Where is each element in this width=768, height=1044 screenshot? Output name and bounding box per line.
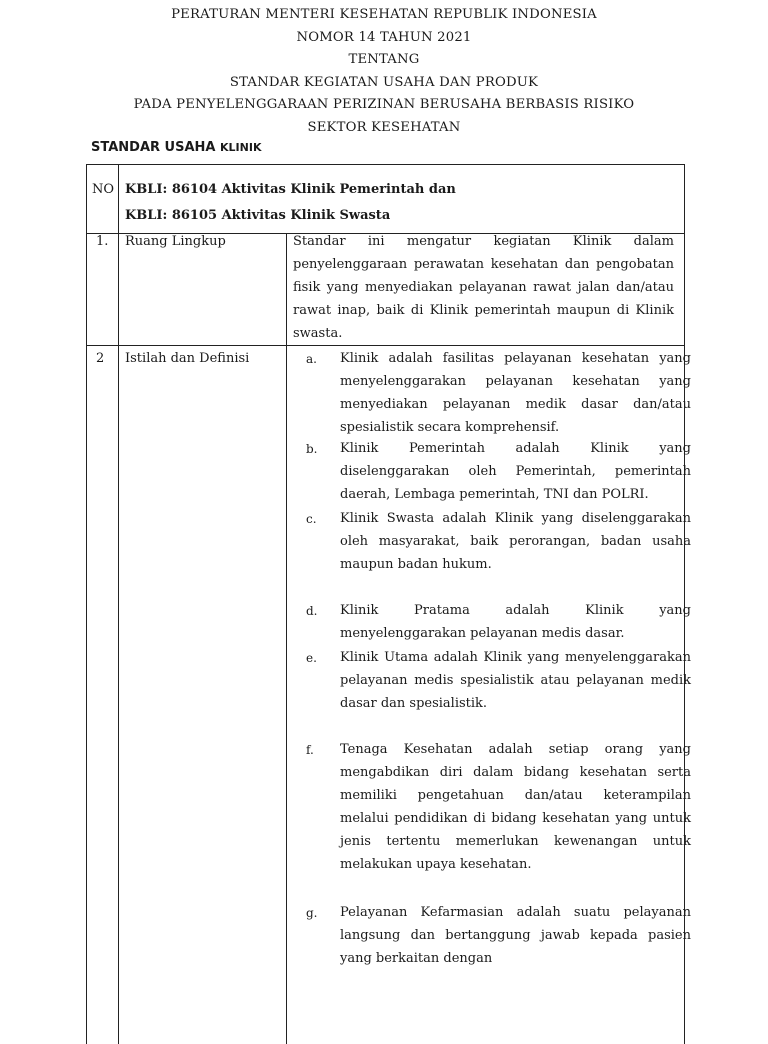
definition-text: Pelayanan Kefarmasian adalah suatu pelayanan langsung dan bertanggung jawab kepada pasien yang berkaitan dengan [340,905,691,966]
definition-letter: d. [306,604,318,618]
row-2-no: 2 [96,351,105,366]
definition-letter: b. [306,442,318,456]
standard-title-small: KLINIK [220,141,262,154]
definition-text: Klinik Swasta adalah Klinik yang diselenggarakan oleh masyarakat, baik perorangan, badan usaha maupun badan hukum. [340,511,691,572]
definition-text: Klinik Pratama adalah Klinik yang menyelenggarakan pelayanan medis dasar. [340,603,691,641]
definition-text: Klinik Utama adalah Klinik yang menyelenggarakan pelayanan medis spesialistik atau pelayanan medik dasar dan spesialistik. [340,650,691,711]
row-2-label: Istilah dan Definisi [125,351,250,366]
header-kbli-2: KBLI: 86105 Aktivitas Klinik Swasta [125,208,391,223]
header-line-regulation: PERATURAN MENTERI KESEHATAN REPUBLIK INDONESIA [171,7,597,22]
definition-text: Tenaga Kesehatan adalah setiap orang yang mengabdikan diri dalam bidang kesehatan serta memiliki pengetahuan dan/atau keterampilan melalui pendidikan di bidang kesehatan yang untuk jenis tertentu memerlukan kewenangan untuk melakukan upaya kesehatan. [340,742,691,872]
table-divider-row-1 [86,345,685,346]
row-1-no: 1. [96,234,109,249]
standard-title-main: STANDAR USAHA [91,140,216,155]
header-line-sector: SEKTOR KESEHATAN [307,119,461,135]
standard-title [91,140,261,155]
definition-text: Klinik adalah fasilitas pelayanan kesehatan yang menyelenggarakan pelayanan kesehatan yang menyediakan pelayanan medik dasar dan/atau spesialistik secara komprehensif. [340,351,691,435]
document-header [0,4,768,140]
table-border-left [86,164,87,1044]
header-line-number: NOMOR 14 TAHUN 2021 [296,29,472,45]
header-line-subject: STANDAR KEGIATAN USAHA DAN PRODUK [229,74,539,90]
definition-letter: e. [306,651,317,665]
definition-letter: a. [306,352,317,366]
header-kbli-1: KBLI: 86104 Aktivitas Klinik Pemerintah dan [125,182,456,197]
standard-table [86,164,691,1044]
definition-text: Klinik Pemerintah adalah Klinik yang diselenggarakan oleh Pemerintah, pemerintah daerah, Lembaga pemerintah, TNI dan POLRI. [340,441,691,502]
header-line-subject-2: PADA PENYELENGGARAAN PERIZINAN BERUSAHA BERBASIS RISIKO [133,97,635,113]
row-1-text: Standar ini mengatur kegiatan Klinik dalam penyelenggaraan perawatan kesehatan dan pengobatan fisik yang menyediakan pelayanan rawat jalan dan/atau rawat inap, baik di Klinik pemerintah maupun di Klinik swasta. [293,234,674,341]
definition-letter: f. [306,743,314,757]
row-1-label: Ruang Lingkup [125,234,226,249]
header-line-about: TENTANG [348,52,420,68]
table-divider-no-col [118,164,119,1044]
table-divider-label-col [286,233,287,1044]
header-no: NO [92,182,115,197]
definition-letter: c. [306,512,317,526]
definition-letter: g. [306,906,318,920]
table-border-top [86,164,685,165]
